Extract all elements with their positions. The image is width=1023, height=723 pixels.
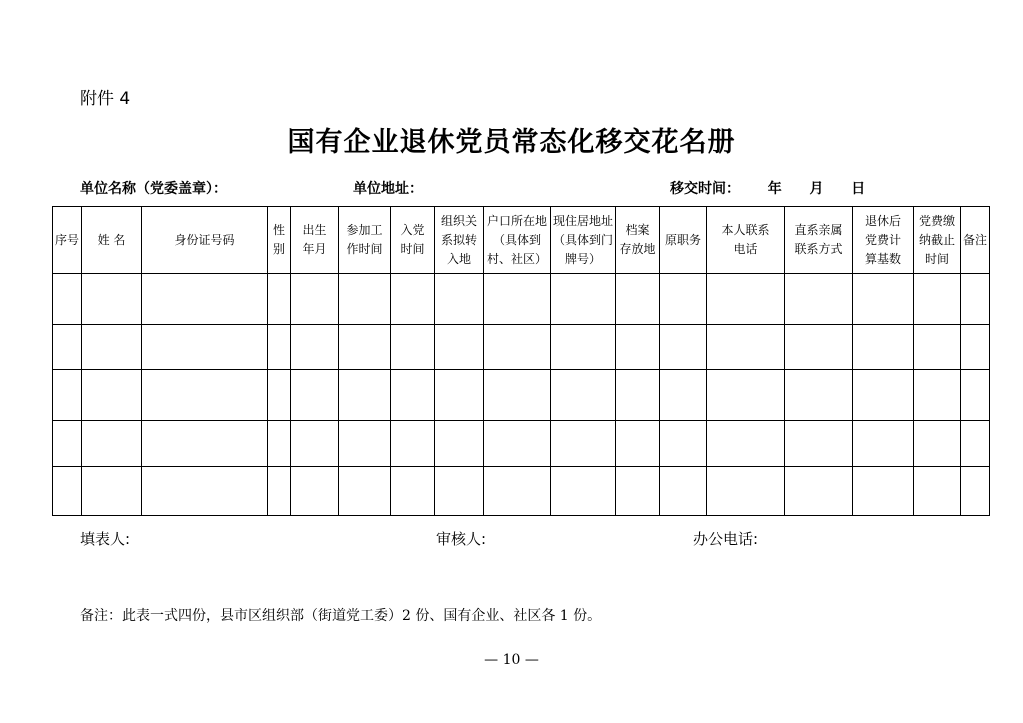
header-name: 姓 名 xyxy=(82,207,142,274)
transfer-time-field xyxy=(670,178,865,198)
header-gender: 性 别 xyxy=(268,207,291,274)
office-phone-label: 办公电话: xyxy=(693,530,759,548)
remarks-note: 备注：此表一式四份，县市区组织部（街道党工委）2 份、国有企业、社区各 1 份。 xyxy=(80,608,602,624)
header-id-number: 身份证号码 xyxy=(142,207,268,274)
filler-label: 填表人: xyxy=(80,530,131,548)
day-label: 日 xyxy=(851,181,866,197)
transfer-time-label: 移交时间： xyxy=(670,181,740,197)
header-relative-contact: 直系亲属 联系方式 xyxy=(785,207,853,274)
header-fee-paid-until: 党费缴 纳截止 时间 xyxy=(914,207,961,274)
attachment-label: 附件 4 xyxy=(80,89,131,109)
page-title: 国有企业退休党员常态化移交花名册 xyxy=(287,127,736,158)
header-birth: 出生 年月 xyxy=(291,207,339,274)
table-row xyxy=(53,325,990,370)
header-hukou: 户口所在地 （具体到 村、社区） xyxy=(484,207,551,274)
roster-table xyxy=(52,206,990,516)
reviewer-label: 审核人: xyxy=(436,530,487,548)
unit-address-label: 单位地址： xyxy=(353,181,423,197)
month-label: 月 xyxy=(809,181,824,197)
page-number: — 10 — xyxy=(484,652,539,668)
header-work-start: 参加工 作时间 xyxy=(339,207,391,274)
unit-name-label: 单位名称（党委盖章）： xyxy=(80,181,227,197)
table-row xyxy=(53,467,990,516)
year-label: 年 xyxy=(767,181,782,197)
table-row xyxy=(53,274,990,325)
header-archive: 档案 存放地 xyxy=(616,207,660,274)
table-row xyxy=(53,421,990,467)
header-former-post: 原职务 xyxy=(660,207,707,274)
header-phone: 本人联系 电话 xyxy=(707,207,785,274)
header-remarks: 备注 xyxy=(961,207,990,274)
table-row xyxy=(53,370,990,421)
header-row xyxy=(53,207,990,274)
header-seq: 序号 xyxy=(53,207,82,274)
header-org-transfer: 组织关 系拟转 入地 xyxy=(435,207,484,274)
header-join-party: 入党 时间 xyxy=(391,207,435,274)
header-fee-base: 退休后 党费计 算基数 xyxy=(853,207,914,274)
header-residence: 现住居地址 （具体到门 牌号） xyxy=(551,207,616,274)
